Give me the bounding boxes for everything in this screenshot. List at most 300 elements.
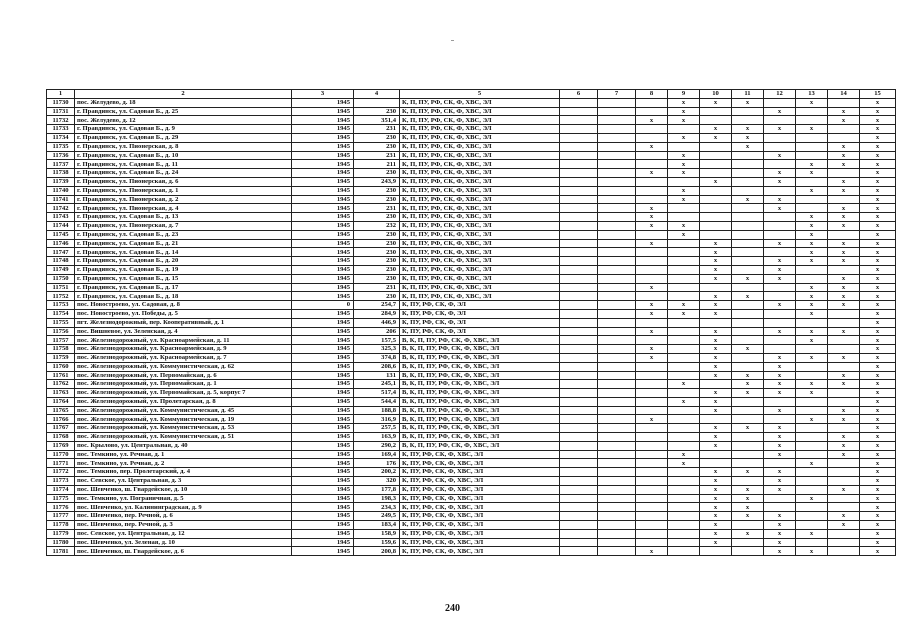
table-cell: [668, 433, 700, 442]
table-cell: [700, 142, 732, 151]
table-row: [47, 151, 896, 160]
table-cell: [828, 265, 860, 274]
table-cell: x: [860, 133, 896, 142]
table-row: [47, 503, 896, 512]
table-cell: 230: [354, 239, 400, 248]
table-cell: [636, 230, 668, 239]
table-cell: x: [860, 204, 896, 213]
table-cell: [636, 186, 668, 195]
table-row: [47, 160, 896, 169]
table-cell: 325,3: [354, 345, 400, 354]
table-cell: x: [636, 415, 668, 424]
table-cell: [636, 133, 668, 142]
table-cell: x: [860, 151, 896, 160]
table-cell: пос. Железнодорожный, ул. Первомайская, д. 5, корпус 7: [75, 389, 292, 398]
table-cell: x: [700, 345, 732, 354]
table-cell: 183,4: [354, 521, 400, 530]
table-cell: x: [860, 301, 896, 310]
table-cell: x: [764, 529, 796, 538]
table-cell: x: [764, 406, 796, 415]
table-cell: x: [764, 424, 796, 433]
table-cell: [598, 477, 636, 486]
table-cell: 230: [354, 133, 400, 142]
table-cell: [732, 169, 764, 178]
table-cell: 0: [292, 301, 354, 310]
table-cell: [732, 327, 764, 336]
table-cell: 230: [354, 169, 400, 178]
table-cell: x: [700, 98, 732, 107]
table-cell: 11760: [47, 362, 75, 371]
table-cell: [636, 274, 668, 283]
table-cell: x: [860, 116, 896, 125]
table-cell: x: [636, 221, 668, 230]
table-cell: [636, 107, 668, 116]
table-cell: [668, 239, 700, 248]
table-cell: 1945: [292, 98, 354, 107]
table-cell: [598, 133, 636, 142]
table-cell: 243,9: [354, 177, 400, 186]
table-cell: [700, 283, 732, 292]
table-cell: [636, 380, 668, 389]
table-cell: [764, 309, 796, 318]
table-cell: 11757: [47, 336, 75, 345]
table-cell: 1945: [292, 248, 354, 257]
table-cell: [560, 142, 598, 151]
table-cell: 1945: [292, 327, 354, 336]
table-cell: [796, 142, 828, 151]
table-cell: x: [764, 257, 796, 266]
table-cell: К, П, ПУ, РФ, СК, Ф, ХВС, ЭЛ: [400, 186, 560, 195]
table-cell: [636, 248, 668, 257]
table-cell: x: [764, 538, 796, 547]
table-cell: [796, 512, 828, 521]
table-cell: 257,5: [354, 424, 400, 433]
table-cell: 11774: [47, 485, 75, 494]
table-cell: x: [700, 433, 732, 442]
table-cell: x: [828, 116, 860, 125]
table-cell: x: [828, 512, 860, 521]
table-cell: x: [860, 265, 896, 274]
table-cell: [668, 371, 700, 380]
table-cell: 230: [354, 292, 400, 301]
table-cell: x: [700, 353, 732, 362]
table-cell: x: [732, 98, 764, 107]
table-cell: x: [700, 389, 732, 398]
table-cell: [560, 151, 598, 160]
table-cell: 11735: [47, 142, 75, 151]
table-cell: 230: [354, 186, 400, 195]
table-cell: 11756: [47, 327, 75, 336]
table-cell: [700, 107, 732, 116]
table-cell: x: [860, 353, 896, 362]
table-cell: [560, 459, 598, 468]
table-cell: [668, 336, 700, 345]
table-cell: x: [636, 327, 668, 336]
table-cell: x: [700, 327, 732, 336]
table-cell: [636, 98, 668, 107]
table-cell: [764, 98, 796, 107]
table-cell: [700, 160, 732, 169]
table-cell: x: [764, 195, 796, 204]
column-number-header: 12: [764, 90, 796, 99]
table-cell: [598, 441, 636, 450]
table-cell: К, П, ПУ, РФ, СК, Ф, ХВС, ЭЛ: [400, 257, 560, 266]
table-cell: 320: [354, 477, 400, 486]
table-cell: [668, 345, 700, 354]
table-cell: [560, 318, 598, 327]
table-cell: [828, 336, 860, 345]
page-number: 240: [445, 603, 460, 614]
table-cell: 232: [354, 221, 400, 230]
table-cell: [560, 160, 598, 169]
table-cell: [560, 512, 598, 521]
table-cell: [828, 133, 860, 142]
table-cell: 11759: [47, 353, 75, 362]
table-cell: 230: [354, 213, 400, 222]
table-cell: К, ПУ, РФ, СК, Ф, ЭЛ: [400, 309, 560, 318]
table-cell: 1945: [292, 116, 354, 125]
column-number-header: 5: [400, 90, 560, 99]
table-cell: 11740: [47, 186, 75, 195]
table-cell: x: [700, 257, 732, 266]
table-cell: 1945: [292, 529, 354, 538]
table-cell: x: [668, 397, 700, 406]
table-cell: [828, 318, 860, 327]
table-row: [47, 230, 896, 239]
table-cell: [598, 204, 636, 213]
table-cell: 11745: [47, 230, 75, 239]
table-cell: [700, 151, 732, 160]
table-cell: [796, 204, 828, 213]
table-cell: [560, 169, 598, 178]
table-cell: [828, 503, 860, 512]
table-cell: В, К, П, ПУ, РФ, СК, Ф, ХВС, ЭЛ: [400, 336, 560, 345]
table-cell: [598, 336, 636, 345]
table-cell: x: [636, 213, 668, 222]
table-cell: [598, 151, 636, 160]
table-cell: 1945: [292, 380, 354, 389]
table-cell: x: [860, 371, 896, 380]
table-cell: x: [796, 160, 828, 169]
table-cell: 11736: [47, 151, 75, 160]
table-cell: [828, 538, 860, 547]
table-cell: [732, 221, 764, 230]
table-cell: x: [828, 485, 860, 494]
table-row: [47, 292, 896, 301]
column-number-header: 13: [796, 90, 828, 99]
table-cell: x: [860, 538, 896, 547]
table-cell: x: [828, 177, 860, 186]
table-cell: 544,4: [354, 397, 400, 406]
table-row: [47, 169, 896, 178]
table-cell: x: [700, 301, 732, 310]
table-cell: [732, 151, 764, 160]
table-cell: [598, 257, 636, 266]
table-cell: [598, 424, 636, 433]
table-row: [47, 318, 896, 327]
table-cell: [796, 116, 828, 125]
table-cell: [796, 521, 828, 530]
table-cell: x: [700, 529, 732, 538]
table-cell: x: [860, 309, 896, 318]
table-cell: x: [732, 503, 764, 512]
table-cell: 11755: [47, 318, 75, 327]
table-cell: 11768: [47, 433, 75, 442]
table-row: [47, 547, 896, 556]
table-row: [47, 415, 896, 424]
table-cell: пгт. Железнодорожный, пер. Кооперативный, д. 1: [75, 318, 292, 327]
table-cell: 206: [354, 327, 400, 336]
table-cell: 1945: [292, 169, 354, 178]
table-cell: x: [636, 547, 668, 556]
table-cell: [700, 195, 732, 204]
table-cell: x: [732, 142, 764, 151]
table-cell: x: [764, 547, 796, 556]
table-cell: 1945: [292, 151, 354, 160]
column-number-header: 7: [598, 90, 636, 99]
table-cell: [560, 441, 598, 450]
table-row: [47, 433, 896, 442]
table-cell: x: [796, 230, 828, 239]
table-cell: [598, 248, 636, 257]
table-cell: 230: [354, 265, 400, 274]
table-cell: 11733: [47, 125, 75, 134]
table-cell: x: [828, 151, 860, 160]
table-cell: В, К, П, ПУ, РФ, СК, Ф, ХВС, ЭЛ: [400, 380, 560, 389]
table-cell: 11778: [47, 521, 75, 530]
table-cell: пос. Шевченко, ш. Гвардейское, д. 10: [75, 485, 292, 494]
table-cell: 11738: [47, 169, 75, 178]
table-cell: К, П, ПУ, РФ, СК, Ф, ХВС, ЭЛ: [400, 204, 560, 213]
table-row: [47, 248, 896, 257]
table-cell: [636, 521, 668, 530]
table-row: [47, 186, 896, 195]
table-cell: [668, 283, 700, 292]
table-cell: К, П, ПУ, РФ, СК, Ф, ХВС, ЭЛ: [400, 292, 560, 301]
table-cell: x: [828, 239, 860, 248]
table-cell: 1945: [292, 345, 354, 354]
table-cell: К, П, ПУ, РФ, СК, Ф, ХВС, ЭЛ: [400, 169, 560, 178]
table-cell: [598, 468, 636, 477]
table-cell: [560, 362, 598, 371]
table-cell: пос. Севское, ул. Центральная, д. 3: [75, 477, 292, 486]
table-cell: [700, 230, 732, 239]
table-row: [47, 309, 896, 318]
table-cell: [828, 195, 860, 204]
table-cell: 1945: [292, 239, 354, 248]
table-cell: x: [860, 389, 896, 398]
table-cell: [598, 494, 636, 503]
table-cell: [598, 521, 636, 530]
table-cell: [796, 265, 828, 274]
table-cell: г. Правдинск, ул. Садовая Б., д. 9: [75, 125, 292, 134]
table-cell: 208,6: [354, 362, 400, 371]
table-cell: x: [732, 133, 764, 142]
table-cell: 290,2: [354, 441, 400, 450]
table-cell: x: [700, 309, 732, 318]
table-cell: x: [828, 248, 860, 257]
table-cell: [636, 371, 668, 380]
table-cell: x: [860, 336, 896, 345]
table-cell: 1945: [292, 213, 354, 222]
table-cell: [560, 248, 598, 257]
table-row: [47, 380, 896, 389]
table-cell: [828, 389, 860, 398]
table-cell: 1945: [292, 547, 354, 556]
table-cell: [732, 309, 764, 318]
table-cell: [668, 415, 700, 424]
table-cell: пос. Железнодорожный, ул. Первомайская, д. 1: [75, 380, 292, 389]
table-cell: 11780: [47, 538, 75, 547]
table-cell: x: [668, 450, 700, 459]
table-cell: [764, 160, 796, 169]
table-cell: x: [828, 433, 860, 442]
table-cell: 11734: [47, 133, 75, 142]
table-cell: [732, 521, 764, 530]
table-cell: К, П, ПУ, РФ, СК, Ф, ХВС, ЭЛ: [400, 125, 560, 134]
table-cell: [732, 538, 764, 547]
table-cell: г. Правдинск, ул. Садовая Б., д. 18: [75, 292, 292, 301]
table-cell: [732, 186, 764, 195]
table-cell: x: [764, 239, 796, 248]
table-cell: x: [636, 301, 668, 310]
table-cell: 1945: [292, 494, 354, 503]
table-cell: [598, 292, 636, 301]
table-cell: [668, 512, 700, 521]
table-cell: x: [796, 380, 828, 389]
table-cell: x: [732, 345, 764, 354]
table-cell: [668, 177, 700, 186]
table-cell: [732, 248, 764, 257]
table-row: [47, 265, 896, 274]
table-cell: x: [764, 380, 796, 389]
table-cell: К, П, ПУ, РФ, СК, Ф, ХВС, ЭЛ: [400, 142, 560, 151]
table-cell: [560, 521, 598, 530]
table-cell: К, П, ПУ, РФ, СК, Ф, ХВС, ЭЛ: [400, 98, 560, 107]
table-cell: [668, 204, 700, 213]
table-cell: 1945: [292, 353, 354, 362]
table-cell: 11777: [47, 512, 75, 521]
table-cell: пос. Железнодорожный, ул. Первомайская, д. 6: [75, 371, 292, 380]
table-cell: [700, 221, 732, 230]
table-cell: [598, 529, 636, 538]
table-cell: [668, 521, 700, 530]
table-cell: [598, 450, 636, 459]
table-cell: 1945: [292, 389, 354, 398]
table-cell: 198,3: [354, 494, 400, 503]
table-cell: К, П, ПУ, РФ, СК, Ф, ХВС, ЭЛ: [400, 283, 560, 292]
table-cell: x: [732, 389, 764, 398]
table-row: [47, 529, 896, 538]
table-cell: x: [860, 177, 896, 186]
table-cell: 316,9: [354, 415, 400, 424]
table-cell: 517,4: [354, 389, 400, 398]
table-cell: x: [828, 160, 860, 169]
table-cell: x: [860, 529, 896, 538]
table-cell: 11748: [47, 257, 75, 266]
table-cell: [636, 292, 668, 301]
table-cell: x: [636, 353, 668, 362]
table-cell: [668, 248, 700, 257]
table-cell: [636, 512, 668, 521]
table-cell: 11766: [47, 415, 75, 424]
table-cell: [668, 362, 700, 371]
table-cell: [828, 477, 860, 486]
table-cell: x: [700, 274, 732, 283]
table-cell: x: [764, 169, 796, 178]
table-cell: [598, 327, 636, 336]
table-cell: [598, 512, 636, 521]
table-cell: x: [700, 177, 732, 186]
table-cell: [732, 283, 764, 292]
table-cell: 284,9: [354, 309, 400, 318]
table-cell: x: [764, 433, 796, 442]
table-cell: 157,5: [354, 336, 400, 345]
table-cell: [796, 441, 828, 450]
table-cell: К, ПУ, РФ, СК, Ф, ХВС, ЭЛ: [400, 529, 560, 538]
table-cell: [560, 292, 598, 301]
table-cell: 1945: [292, 142, 354, 151]
table-cell: пос. Темкино, ул. Пограничная, д. 5: [75, 494, 292, 503]
table-cell: x: [636, 239, 668, 248]
table-cell: пос. Темкино, ул. Речная, д. 2: [75, 459, 292, 468]
table-cell: x: [860, 169, 896, 178]
table-cell: [796, 362, 828, 371]
table-cell: 254,7: [354, 301, 400, 310]
scan-mark: [451, 40, 454, 41]
table-cell: x: [860, 125, 896, 134]
table-cell: 1945: [292, 477, 354, 486]
table-cell: x: [764, 301, 796, 310]
table-cell: x: [796, 98, 828, 107]
table-cell: пос. Железнодорожный, ул. Коммунистическая, д. 19: [75, 415, 292, 424]
table-cell: [598, 406, 636, 415]
table-cell: [796, 133, 828, 142]
table-cell: x: [700, 336, 732, 345]
table-cell: x: [764, 107, 796, 116]
table-cell: x: [700, 362, 732, 371]
table-cell: [636, 406, 668, 415]
table-cell: К, П, ПУ, РФ, СК, Ф, ХВС, ЭЛ: [400, 230, 560, 239]
table-cell: [732, 362, 764, 371]
table-cell: [764, 503, 796, 512]
table-cell: 1945: [292, 283, 354, 292]
table-cell: x: [636, 204, 668, 213]
table-row: [47, 301, 896, 310]
table-cell: x: [668, 186, 700, 195]
table-cell: [700, 116, 732, 125]
table-cell: x: [700, 424, 732, 433]
table-cell: К, П, ПУ, РФ, СК, Ф, ХВС, ЭЛ: [400, 213, 560, 222]
table-cell: пос. Шевченко, ул. Калининградская, д. 9: [75, 503, 292, 512]
table-cell: x: [700, 468, 732, 477]
housing-register-table: [46, 89, 896, 556]
table-cell: [598, 397, 636, 406]
table-cell: x: [860, 213, 896, 222]
table-cell: 11744: [47, 221, 75, 230]
table-cell: [828, 230, 860, 239]
table-cell: 11775: [47, 494, 75, 503]
column-number-header: 6: [560, 90, 598, 99]
table-cell: [560, 177, 598, 186]
table-row: [47, 441, 896, 450]
table-cell: К, П, ПУ, РФ, СК, Ф, ХВС, ЭЛ: [400, 177, 560, 186]
table-cell: К, П, ПУ, РФ, СК, Ф, ХВС, ЭЛ: [400, 265, 560, 274]
table-cell: [636, 336, 668, 345]
table-cell: К, ПУ, РФ, СК, Ф, ХВС, ЭЛ: [400, 485, 560, 494]
table-cell: x: [764, 512, 796, 521]
table-cell: x: [860, 450, 896, 459]
